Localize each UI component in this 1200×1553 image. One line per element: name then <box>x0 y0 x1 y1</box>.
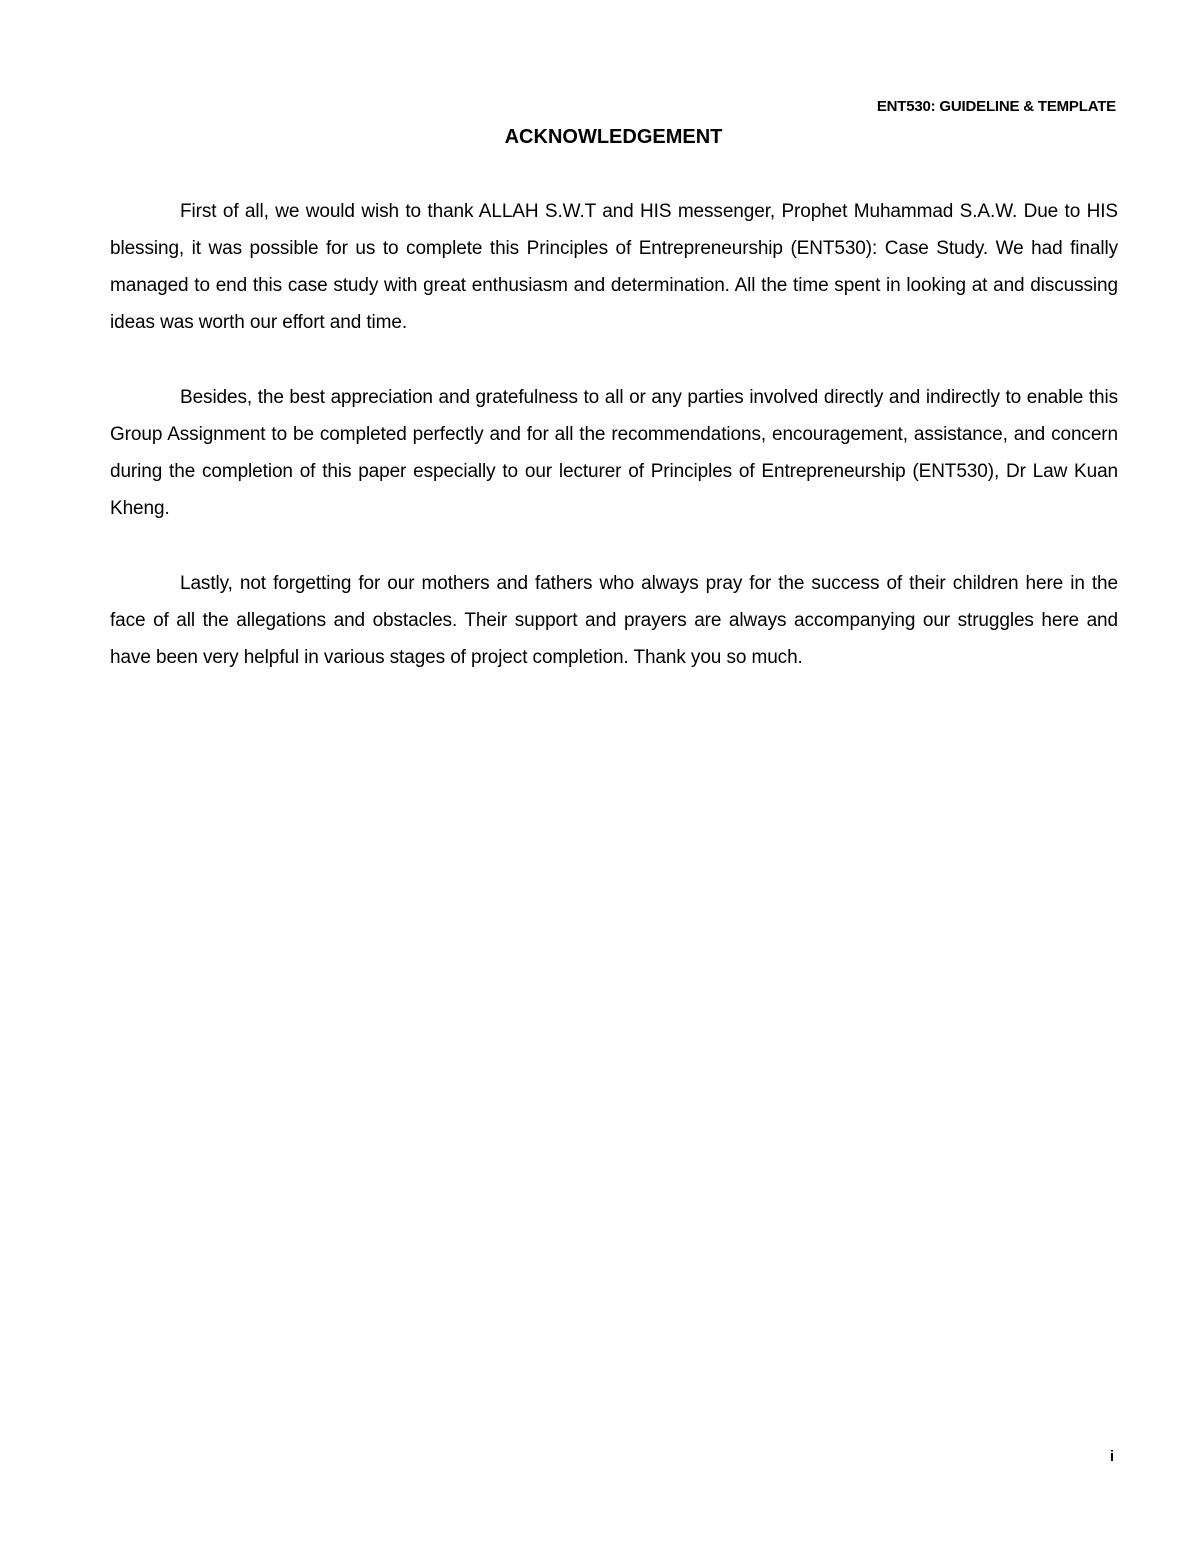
paragraph-2: Besides, the best appreciation and gratefulness to all or any parties involved directly and indirectly to enable this Group Assignment to be completed perfectly and for all the recommendations, encouragement, assistance, and concern during the completion of this paper especially to our lecturer of Principles of Entrepreneurship (ENT530), Dr Law Kuan Kheng. <box>110 387 1118 519</box>
document-body <box>110 193 1118 714</box>
paragraph-3: Lastly, not forgetting for our mothers and fathers who always pray for the success of their children here in the face of all the allegations and obstacles. Their support and prayers are always accompanying our struggles here and have been very helpful in various stages of project completion. Thank you so much. <box>110 573 1118 668</box>
page-title: ACKNOWLEDGEMENT <box>504 126 723 148</box>
page-header: ENT530: GUIDELINE & TEMPLATE <box>876 98 1116 115</box>
page-number: i <box>1109 1448 1114 1465</box>
paragraph-1: First of all, we would wish to thank ALLAH S.W.T and HIS messenger, Prophet Muhammad S.A.W. Due to HIS blessing, it was possible for us to complete this Principles of Entrepreneurship (ENT530): Case Study. We had finally managed to end this case study with great enthusiasm and determination. All the time spent in looking at and discussing ideas was worth our effort and time. <box>110 201 1118 333</box>
